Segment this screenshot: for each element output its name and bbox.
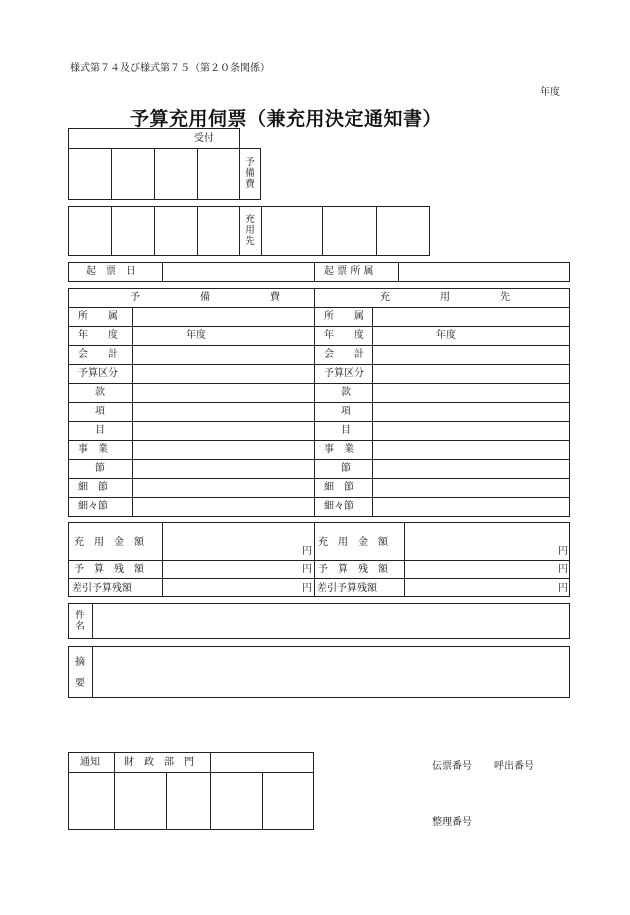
finance-department-label: 財 政 部 門 [124,757,194,768]
yen-unit: 円 [302,583,312,594]
budget-balance-label-left: 予 算 残 額 [74,564,144,575]
appropriation-destination-header: 充 用 先 [380,292,510,303]
page-title: 予算充用伺票（兼充用決定通知書） [130,108,443,130]
row-label-right: 会 計 [324,349,364,360]
net-balance-label-left: 差引予算残額 [72,583,132,594]
summary-box [68,646,570,698]
yen-unit: 円 [302,546,312,557]
file-number-label: 整理番号 [432,817,472,828]
slip-number-label: 伝票番号 [432,761,472,772]
date-row [68,262,570,282]
row-label-right: 事 業 [324,444,354,455]
notification-label: 通知 [80,757,100,768]
form-reference: 様式第７４及び様式第７５（第２０条関係） [70,63,270,74]
row-label-left: 節 [95,463,105,474]
row-label-right: 所 属 [324,311,364,322]
row-label-left: 事 業 [78,444,108,455]
appropriation-amount-label-right: 充 用 金 額 [318,537,388,548]
call-number-label: 呼出番号 [494,761,534,772]
reserve-fund-header: 予 備 費 [130,292,280,303]
row-label-left: 所 属 [78,311,118,322]
summary-label-2: 要 [75,678,85,689]
row-value-left: 年度 [186,330,206,341]
budget-balance-label-right: 予 算 残 額 [318,564,388,575]
reserve-fund-vertical-label: 予備費 [245,157,255,190]
row-label-left: 目 [95,425,105,436]
yen-unit: 円 [558,583,568,594]
summary-label-1: 摘 [75,657,85,668]
reception-label: 受付 [194,133,214,144]
row-label-left: 会 計 [78,349,118,360]
subject-label: 件名 [75,610,85,632]
row-label-left: 細 節 [78,482,108,493]
row-label-right: 款 [341,387,351,398]
issuing-department-label: 起 票 所 属 [324,266,374,277]
yen-unit: 円 [558,564,568,575]
row-label-right: 細 節 [324,482,354,493]
row-label-left: 細々節 [78,501,108,512]
row-label-left: 年 度 [78,330,118,341]
row-label-right: 予算区分 [324,368,364,379]
row-label-left: 項 [95,406,105,417]
yen-unit: 円 [302,564,312,575]
yen-unit: 円 [558,546,568,557]
row-label-left: 予算区分 [78,368,118,379]
row-label-right: 目 [341,425,351,436]
row-label-right: 年 度 [324,330,364,341]
row-label-right: 細々節 [324,501,354,512]
net-balance-label-right: 差引予算残額 [317,583,377,594]
issue-date-label: 起 票 日 [86,266,136,277]
destination-vertical-label: 充用先 [245,214,255,247]
row-label-right: 節 [341,463,351,474]
row-label-left: 款 [95,387,105,398]
appropriation-amount-label-left: 充 用 金 額 [74,537,144,548]
fiscal-year-label: 年度 [540,87,560,98]
row-label-right: 項 [341,406,351,417]
row-value-right: 年度 [436,330,456,341]
subject-box [68,603,570,639]
